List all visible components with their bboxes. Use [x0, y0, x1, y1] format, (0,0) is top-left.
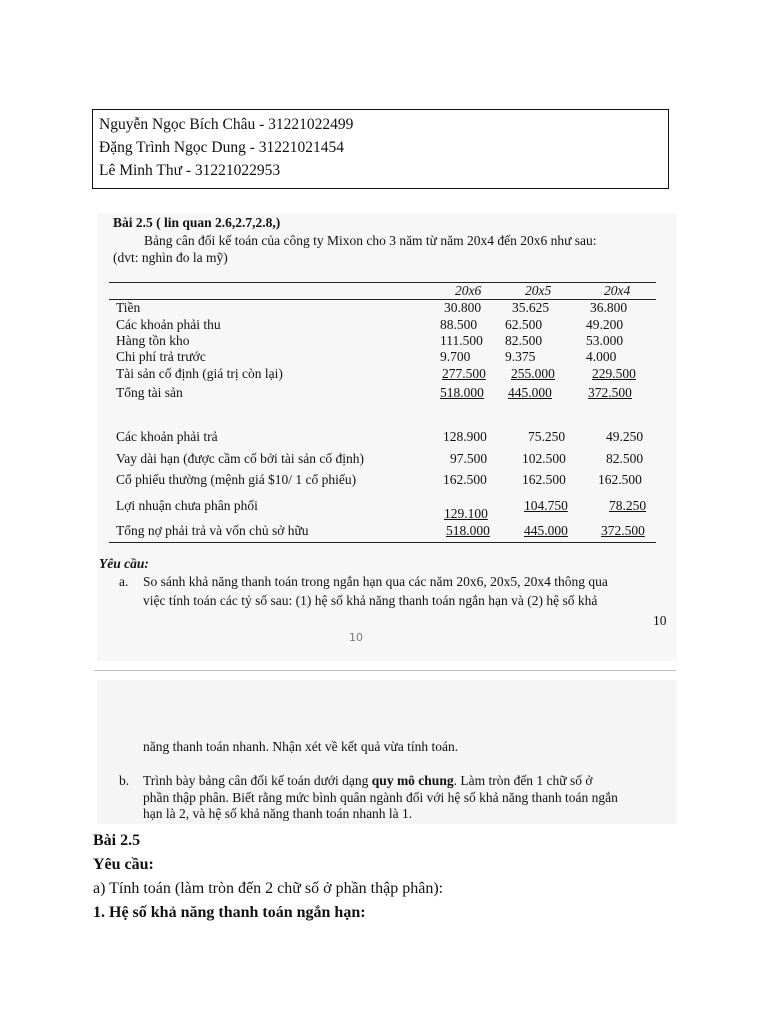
- page-number-label: 10: [349, 631, 363, 644]
- b-line1-rest: . Làm tròn đến 1 chữ số ở: [453, 773, 593, 788]
- cell-20x4: 49.200: [586, 317, 624, 332]
- cell-20x6: 518.000: [440, 385, 484, 400]
- cell-20x6: 88.500: [440, 317, 478, 332]
- requirement-a-marker: a.: [119, 574, 129, 589]
- cell-20x6: 277.500: [442, 366, 486, 381]
- cell-20x4: 372.500: [601, 523, 645, 538]
- cell-20x5: 445.000: [524, 523, 568, 538]
- cell-20x6: 97.500: [450, 451, 488, 466]
- requirement-a-line1: So sánh khả năng thanh toán trong ngắn hạn qua các năm 20x6, 20x5, 20x4 thông qua: [143, 574, 608, 589]
- row-label: Các khoản phải thu: [116, 317, 221, 332]
- row-label: Lợi nhuận chưa phân phối: [116, 498, 258, 513]
- requirement-a-line2: việc tính toán các tỷ số sau: (1) hệ số khả năng thanh toán ngắn hạn và (2) hệ số khả: [143, 593, 598, 608]
- student-name-2: Đặng Trình Ngọc Dung - 31221021454: [99, 139, 344, 156]
- cell-20x5: 162.500: [522, 472, 566, 487]
- column-header-20x4: 20x4: [604, 283, 631, 298]
- exercise-intro-line2: (dvt: nghìn đo la mỹ): [113, 250, 228, 265]
- b-line1-bold: quy mô chung: [371, 773, 454, 788]
- cell-20x5: 445.000: [508, 385, 552, 400]
- row-label: Chi phí trả trước: [116, 349, 206, 364]
- requirement-b-line2: phần thập phân. Biết rằng mức bình quân ngành đối với hệ số khả năng thanh toán ngắn: [143, 790, 618, 805]
- cell-20x6: 30.800: [444, 300, 482, 315]
- row-label: Cổ phiếu thường (mệnh giá $10/ 1 cổ phiếu): [116, 472, 357, 487]
- cell-20x6: 9.700: [440, 349, 471, 364]
- cell-20x6: 128.900: [443, 429, 487, 444]
- cell-20x4: 162.500: [598, 472, 642, 487]
- cell-20x4: 372.500: [588, 385, 632, 400]
- requirement-b-line1: [143, 773, 593, 789]
- table-header-rule: [109, 299, 656, 300]
- column-header-20x6: 20x6: [455, 283, 482, 298]
- table-top-rule: [109, 282, 656, 283]
- student-names-box: [92, 109, 669, 189]
- cell-20x6: 518.000: [446, 523, 490, 538]
- cell-20x4: 82.500: [606, 451, 644, 466]
- requirements-heading: Yêu cầu:: [99, 556, 149, 571]
- student-name-1: Nguyễn Ngọc Bích Châu - 31221022499: [99, 116, 354, 133]
- row-label: Tài sản cố định (giá trị còn lại): [116, 366, 283, 381]
- column-header-20x5: 20x5: [525, 283, 552, 298]
- cell-20x6: 111.500: [440, 333, 483, 348]
- cell-20x5: 104.750: [524, 498, 568, 513]
- cell-20x5: 35.625: [512, 300, 550, 315]
- cell-20x6: 162.500: [443, 472, 487, 487]
- row-label: Tổng tài sản: [116, 385, 183, 400]
- row-label: Tiền: [116, 300, 141, 315]
- page-separator: [94, 670, 676, 671]
- row-label: Các khoản phải trả: [116, 429, 218, 444]
- cell-20x4: 53.000: [586, 333, 624, 348]
- scan-page-number: 10: [653, 613, 667, 628]
- cell-20x4: 49.250: [606, 429, 644, 444]
- answer-current-ratio-heading: 1. Hệ số khả năng thanh toán ngắn hạn:: [93, 904, 366, 921]
- cell-20x5: 62.500: [505, 317, 543, 332]
- answer-part-a: a) Tính toán (làm tròn đến 2 chữ số ở phần thập phân):: [93, 880, 444, 897]
- requirement-b-line3: hạn là 2, và hệ số khả năng thanh toán nhanh là 1.: [143, 806, 413, 821]
- cell-20x5: 9.375: [505, 349, 536, 364]
- answer-title: Bài 2.5: [93, 832, 141, 849]
- answer-requirement-heading: Yêu cầu:: [93, 856, 154, 873]
- cell-20x4: 229.500: [592, 366, 636, 381]
- exercise-title: Bài 2.5 ( lin quan 2.6,2.7,2.8,): [113, 215, 281, 230]
- exercise-intro-line1: Bảng cân đối kế toán của công ty Mixon cho 3 năm từ năm 20x4 đến 20x6 như sau:: [144, 233, 597, 248]
- row-label: Vay dài hạn (được cầm cố bởi tài sản cố định): [116, 451, 365, 466]
- cell-20x5: 75.250: [528, 429, 566, 444]
- requirement-b-marker: b.: [119, 773, 130, 788]
- b-line1-text: Trình bày bảng cân đối kế toán dưới dạng: [143, 773, 372, 788]
- requirement-a-line3: năng thanh toán nhanh. Nhận xét về kết quả vừa tính toán.: [143, 739, 459, 754]
- cell-20x5: 82.500: [505, 333, 543, 348]
- cell-20x6: 129.100: [444, 506, 488, 521]
- cell-20x4: 78.250: [609, 498, 647, 513]
- row-label: Tổng nợ phải trả và vốn chủ sở hữu: [116, 523, 309, 538]
- cell-20x4: 36.800: [590, 300, 628, 315]
- cell-20x4: 4.000: [586, 349, 617, 364]
- cell-20x5: 102.500: [522, 451, 566, 466]
- student-name-3: Lê Minh Thư - 31221022953: [99, 162, 281, 179]
- cell-20x5: 255.000: [511, 366, 555, 381]
- table-bottom-rule: [109, 542, 656, 543]
- row-label: Hàng tồn kho: [116, 333, 190, 348]
